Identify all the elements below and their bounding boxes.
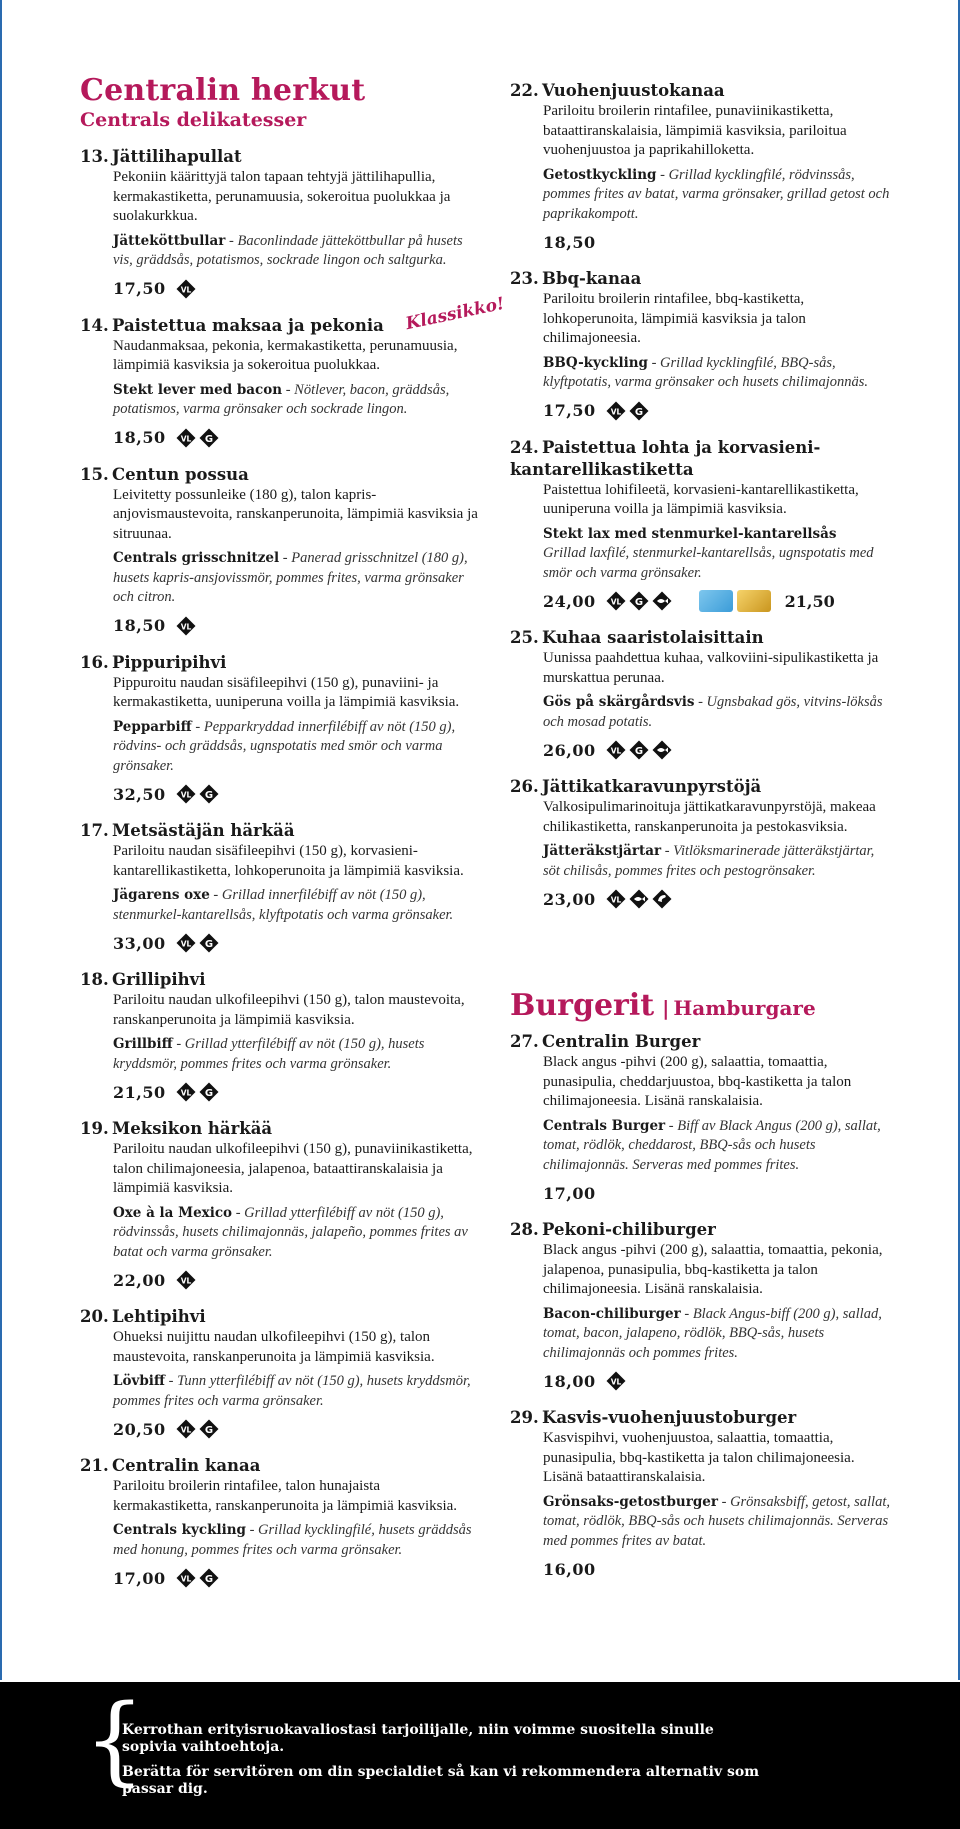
menu-item-name: Lehtipihvi [112,1307,206,1326]
menu-item-title [80,1118,480,1140]
svg-text:VL: VL [180,939,191,949]
menu-item [80,820,480,954]
menu-item [510,776,890,910]
menu-item-number: 15. [80,464,109,484]
menu-item-swedish [543,1493,890,1552]
burger-separator: | [662,996,670,1020]
menu-item-number: 27. [510,1032,539,1051]
svg-text:VL: VL [610,746,621,756]
menu-item-swedish [543,842,890,881]
vl-badge-icon [176,428,196,448]
menu-item-body [113,168,480,300]
menu-item-title [80,1306,480,1328]
price-row [543,231,890,253]
menu-item-swedish [113,1035,480,1074]
svg-text:G: G [634,597,643,608]
menu-item-title [80,820,480,842]
menu-item-description: Pariloitu broilerin rintafilee, talon hunajaista kermakastiketta, ranskanperunoita ja lämpimiä kasviksia. [113,1478,458,1514]
menu-item-swedish-desc: - Black Angus-biff (200 g), sallad, tomat, bacon, jalapeno, rödlök, BBQ-sås, husets chilimajonnäs och pommes frites. [543,1305,882,1361]
price: 26,00 [543,740,596,760]
menu-item-name: Pekoni-chiliburger [542,1220,716,1239]
price-row [543,590,890,612]
menu-item-number: 26. [510,777,539,796]
menu-item-swedish-desc: - Ugnsbakad gös, vitvins-löksås och mosad potatis. [543,694,883,730]
svg-text:VL: VL [180,434,191,443]
menu-item-swedish [113,718,480,777]
menu-item-title [80,464,480,486]
menu-item-swedish-desc: - Grillad innerfilébiff av nöt (150 g), stenmurkel-kantarellsås, klyftpotatis och varma grönsaker. [113,887,454,923]
menu-item-swedish [113,886,480,925]
menu-item-description: Pariloitu broilerin rintafilee, punaviinikastiketta, bataattiranskalaisia, lämpimiä kasviksia, pariloitua vuohenjuustoa ja paprikahilloketta. [543,103,847,158]
price-row [543,400,890,422]
menu-item-swedish-name: Pepparbiff [113,718,192,735]
shrimp-badge-icon [652,889,672,909]
price: 33,00 [113,933,166,953]
menu-item-description: Pariloitu naudan sisäfileepihvi (150 g), korvasieni-kantarellikastiketta, lohkoperunoita ja lämpimiä kasviksia. [113,843,464,879]
menu-item-swedish-name: Lövbiff [113,1373,165,1389]
menu-item-swedish-name: Oxe à la Mexico [113,1204,233,1221]
menu-item-name: Jättilihapullat [112,147,242,166]
menu-item-swedish-name: BBQ-kyckling [543,354,648,371]
menu-item-name: Grillipihvi [112,970,206,989]
gluten-free-badge-icon [629,591,649,611]
menu-item-description: Naudanmaksaa, pekonia, kermakastiketta, perunamuusia, lämpimiä kasviksia ja sokeroitua puolukkaa. [113,337,458,373]
diet-notice-text [122,1722,762,1806]
menu-item-body [113,1140,480,1291]
price-row [543,888,890,910]
svg-text:G: G [204,1088,213,1099]
left-column [80,73,507,1589]
menu-item-body [113,337,480,449]
menu-item-swedish-name: Centrals kyckling [113,1522,246,1538]
menu-item-swedish-desc: - Grillad kycklingfilé, husets gräddsås med honung, pommes frites och varma grönsaker. [113,1522,472,1558]
menu-item-description: Valkosipulimarinoituja jättikatkaravunpyrstöjä, makeaa chilikastiketta, ranskanperunoita ja pestokasviksia. [543,799,876,835]
vl-badge-icon [176,1270,196,1290]
svg-text:G: G [204,1574,213,1585]
menu-item-body [543,290,890,422]
menu-item-name: Centralin Burger [542,1032,701,1051]
price: 16,00 [543,1559,596,1579]
svg-text:G: G [204,1425,213,1436]
vl-badge-icon [176,1568,196,1588]
menu-item-title [80,293,507,337]
svg-text:VL: VL [180,1574,191,1584]
svg-text:VL: VL [180,1425,191,1435]
menu-item-swedish-name: Gös på skärgårdsvis [543,694,695,710]
menu-item-swedish [543,525,890,584]
menu-item-swedish [543,1305,890,1364]
payment-cards-icon [699,590,775,612]
menu-item-title [80,146,480,168]
menu-item-body [113,486,480,637]
menu-item-title [510,776,890,798]
menu-item-title [510,1407,890,1429]
price-row [113,1269,480,1291]
price: 21,50 [113,1082,166,1102]
menu-item-swedish-name: Jätteräkstjärtar [543,843,662,859]
fish-badge-icon [652,591,672,611]
price: 22,00 [113,1270,166,1290]
menu-item-swedish-name: Centrals Burger [543,1117,666,1134]
menu-item-number: 16. [80,652,109,672]
price: 18,50 [113,428,166,447]
menu-item-description: Paistettua lohifileetä, korvasieni-kantarellikastiketta, uuniperuna voilla ja lämpimiä kasviksia. [543,481,859,517]
menu-item-body [113,674,480,806]
menu-item [80,1306,480,1440]
menu-item-swedish-name: Centrals grisschnitzel [113,550,280,566]
menu-item [80,1118,480,1291]
price: 17,50 [113,279,166,298]
brace-icon: { [84,1684,146,1796]
menu-item [80,146,480,300]
svg-text:G: G [634,746,643,757]
menu-item-number: 18. [80,970,109,989]
menu-item-number: 29. [510,1408,539,1427]
svg-text:VL: VL [610,597,621,607]
price: 17,00 [113,1568,166,1588]
menu-item-number: 21. [80,1456,109,1475]
menu-item-title [510,80,890,102]
vl-badge-icon [176,616,196,636]
menu-item-swedish-name: Stekt lax med stenmurkel-kantarellsås [543,525,837,542]
diet-notice-sv: Berätta för servitören om din specialdiet så kan vi rekommendera alternativ som passar dig. [122,1764,760,1797]
menu-item-swedish [543,1117,890,1176]
price: 17,50 [543,401,596,420]
menu-item [510,1407,890,1580]
menu-item-description: Black angus -pihvi (200 g), salaattia, tomaattia, pekonia, jalapenoa, punasipulia, bbq-kastiketta ja talon chilimajoneesia. Lisänä ranskalaisia. [543,1242,883,1297]
vl-badge-icon [176,933,196,953]
menu-item [80,969,480,1103]
menu-item-number: 20. [80,1307,109,1326]
menu-item-swedish-desc: - Biff av Black Angus (200 g), sallat, tomat, rödlök, cheddarost, BBQ-sås och husets chilimajonnäs. Serveras med pommes frites. [543,1117,881,1173]
menu-item-name: Paistettua lohta ja korvasieni-kantarellikastiketta [510,437,821,479]
menu-item [510,80,890,253]
menu-item-body [543,1241,890,1392]
menu-item-swedish-desc: - Grönsaksbiff, getost, sallat, tomat, rödlök, BBQ-sås och husets chilimajonnäs. Serveras med pommes frites av batat. [543,1493,890,1549]
menu-item-title [80,652,480,674]
menu-item-swedish-name: Jägarens oxe [113,887,210,903]
menu-item [510,1031,890,1204]
menu-item-swedish-desc: Grillad laxfilé, stenmurkel-kantarellsås, ugnspotatis med smör och varma grönsaker. [543,545,874,581]
vl-badge-icon [176,784,196,804]
menu-item-description: Pariloitu naudan ulkofileepihvi (150 g), punaviinikastiketta, talon chilimajoneesia, jalapenoa, bataattiranskalaisia ja lämpimiä kasviksia. [113,1141,473,1196]
menu-item-name: Centralin kanaa [112,1456,261,1475]
vl-badge-icon [606,1371,626,1391]
gluten-free-badge-icon [199,1082,219,1102]
fish-badge-icon [629,889,649,909]
gluten-free-badge-icon [199,1419,219,1439]
menu-item-swedish [543,166,890,225]
svg-text:VL: VL [610,895,621,905]
svg-text:VL: VL [610,407,621,416]
fish-badge-icon [652,740,672,760]
price-row [543,1558,890,1580]
menu-item-title [80,969,480,991]
menu-item-title [510,1219,890,1241]
vl-badge-icon [606,591,626,611]
price-row [543,739,890,761]
svg-text:VL: VL [180,285,191,294]
menu-item-swedish-desc: - Panerad grisschnitzel (180 g), husets kapris-ansjovissmör, pommes frites, varma grönsaker och citron. [113,550,468,605]
menu-item-body [543,1429,890,1580]
menu-item-body [543,649,890,761]
right-column [510,80,890,1580]
menu-item-number: 22. [510,81,539,100]
section-heading: Centralin herkut [80,73,366,108]
menu-item-description: Pariloitu broilerin rintafilee, bbq-kastiketta, lohkoperunoita, lämpimiä kasviksia ja talon chilimajoneesia. [543,291,806,346]
gluten-free-badge-icon [629,740,649,760]
price-row [113,427,480,449]
menu-item-description: Leivitetty possunleike (180 g), talon kapris-anjovismaustevoita, ranskanperunoita, lämpimiä kasviksia ja sitruunaa. [113,486,478,542]
vl-badge-icon [176,279,196,299]
menu-item-body [113,1477,480,1589]
vl-badge-icon [606,889,626,909]
price-row [113,278,480,300]
burger-section-title [510,988,890,1023]
gluten-free-badge-icon [199,784,219,804]
menu-item-name: Centun possua [112,464,249,484]
menu-item-swedish-name: Grillbiff [113,1036,173,1052]
card-price: 21,50 [784,591,835,611]
menu-item-swedish-desc: - Baconlindade jätteköttbullar på husets vis, gräddsås, potatismos, sockrade lingon och saltgurka. [113,232,463,268]
menu-item-title [80,1455,480,1477]
menu-item-swedish-name: Bacon-chiliburger [543,1305,681,1322]
gluten-free-badge-icon [199,1568,219,1588]
menu-item-number: 24. [510,437,539,457]
svg-text:VL: VL [610,1377,621,1387]
menu-item-name: Kuhaa saaristolaisittain [542,628,764,647]
classic-note: Klassikko! [404,293,507,334]
svg-text:G: G [204,433,213,445]
price: 24,00 [543,591,596,611]
menu-item [510,627,890,761]
price: 20,50 [113,1419,166,1439]
diet-notice-fi: Kerrothan erityisruokavaliostasi tarjoilijalle, niin voimme suositella sinulle sopivia vaihtoehtoja. [122,1722,714,1755]
price: 18,50 [543,232,596,252]
menu-item-title [510,268,890,290]
menu-item-name: Paistettua maksaa ja pekonia [112,315,384,335]
menu-item-description: Pariloitu naudan ulkofileepihvi (150 g), talon maustevoita, ranskanperunoita ja lämpimiä kasviksia. [113,992,465,1028]
vl-badge-icon [176,1419,196,1439]
menu-item-description: Pekoniin käärittyjä talon tapaan tehtyjä jättilihapullia, kermakastiketta, perunamuusia, sokeroitua puolukkaa ja suolakurkkua. [113,169,451,224]
vl-badge-icon [176,1082,196,1102]
menu-item-name: Jättikatkaravunpyrstöjä [542,777,762,796]
menu-item-swedish-name: Grönsaks-getostburger [543,1493,718,1510]
svg-text:G: G [204,939,213,950]
menu-item-swedish-desc: - Grillad kycklingfilé, rödvinssås, pommes frites av batat, varma grönsaker, grillad getost och paprikakompott. [543,166,890,222]
diet-notice-footer [0,1682,960,1829]
svg-text:VL: VL [180,622,191,631]
gluten-free-badge-icon [199,933,219,953]
price-row [113,1567,480,1589]
menu-item-description: Ohueksi nuijittu naudan ulkofileepihvi (150 g), talon maustevoita, ranskanperunoita ja lämpimiä kasviksia. [113,1329,435,1365]
menu-item-body [113,991,480,1103]
price: 18,00 [543,1371,596,1391]
menu-item-body [543,481,890,613]
menu-item-name: Meksikon härkää [112,1119,273,1138]
menu-item-number: 23. [510,269,539,288]
gluten-free-badge-icon [629,401,649,421]
menu-item-swedish [113,232,480,271]
menu-item-body [543,102,890,253]
svg-text:VL: VL [180,1088,191,1098]
menu-item-number: 28. [510,1220,539,1239]
menu-item-body [543,1053,890,1204]
section-subheading: Centrals delikatesser [80,109,307,131]
menu-list-burgers [510,1031,890,1580]
vl-badge-icon [606,740,626,760]
menu-item-description: Uunissa paahdettua kuhaa, valkoviini-sipulikastiketta ja murskattua perunaa. [543,650,879,686]
menu-item [510,1219,890,1392]
menu-item-swedish-desc: - Grillad ytterfilébiff av nöt (150 g), husets kryddsmör, pommes frites och varma grönsaker. [113,1036,425,1072]
menu-item-name: Bbq-kanaa [542,269,642,288]
burger-subheading: Hamburgare [673,996,816,1020]
vl-badge-icon [606,401,626,421]
svg-text:VL: VL [180,790,191,800]
menu-item [510,268,890,422]
menu-item-swedish-desc: - Vitlöksmarinerade jätteräkstjärtar, söt chilisås, pommes frites och pestogrönsaker. [543,843,875,879]
menu-item-description: Black angus -pihvi (200 g), salaattia, tomaattia, punasipulia, cheddarjuustoa, bbq-kastiketta ja talon chilimajoneesia. Lisänä ranskalaisia. [543,1054,852,1109]
menu-item-body [113,842,480,954]
price-row [113,1081,480,1103]
menu-item-name: Pippuripihvi [112,652,227,672]
menu-item-name: Metsästäjän härkää [112,821,295,840]
menu-item [80,652,480,806]
menu-item-swedish-desc: - Nötlever, bacon, gräddsås, potatismos, varma grönsaker och sockrade lingon. [113,381,450,417]
svg-text:VL: VL [180,1276,191,1286]
svg-text:G: G [204,790,213,801]
menu-item-number: 19. [80,1119,109,1138]
menu-item-swedish [113,381,480,420]
menu-list-right [510,80,890,910]
gluten-free-badge-icon [199,428,219,448]
menu-item-swedish-name: Jätteköttbullar [113,232,226,249]
menu-item [80,293,507,449]
menu-item-number: 17. [80,821,109,840]
menu-item-swedish-desc: - Grillad ytterfilébiff av nöt (150 g), rödvinssås, husets chilimajonnäs, jalapeño, pommes frites av batat och varma grönsaker. [113,1204,468,1260]
menu-item-swedish [543,354,890,393]
menu-item-swedish [113,1372,480,1411]
menu-item-swedish-name: Getostkyckling [543,166,657,183]
menu-item-swedish [543,693,890,732]
menu-item-title [510,437,890,481]
menu-item-description: Kasvispihvi, vuohenjuustoa, salaattia, tomaattia, punasipulia, bbq-kastiketta ja talon chilimajoneesia. Lisänä bataattiranskalaisia. [543,1430,855,1485]
menu-item-body [543,798,890,910]
price-row [543,1370,890,1392]
price-row [113,783,480,805]
menu-item-number: 13. [80,147,109,166]
menu-item-swedish [113,549,480,608]
menu-item-name: Vuohenjuustokanaa [542,81,725,100]
price: 32,50 [113,784,166,804]
menu-item-description: Pippuroitu naudan sisäfileepihvi (150 g), punaviini- ja kermakastiketta, uuniperuna voilla ja lämpimiä kasviksia. [113,674,460,710]
menu-item-title [510,627,890,649]
price-row [543,1182,890,1204]
menu-item-swedish-desc: - Grillad kycklingfilé, BBQ-sås, klyftpotatis, varma grönsaker och husets chilimajonnäs. [543,354,869,390]
menu-item [80,1455,480,1589]
left-edge-bar [0,0,2,1680]
price: 23,00 [543,889,596,909]
menu-item-swedish-desc: - Tunn ytterfilébiff av nöt (150 g), husets kryddsmör, pommes frites och varma grönsaker. [113,1373,471,1409]
price: 17,00 [543,1183,596,1203]
price-row [113,615,480,637]
menu-item-number: 14. [80,315,109,335]
svg-text:G: G [634,406,643,418]
menu-item-name: Kasvis-vuohenjuustoburger [542,1408,797,1427]
menu-item [510,437,890,613]
menu-item-swedish [113,1204,480,1263]
menu-item-title [510,1031,890,1053]
menu-list-left [80,146,507,1589]
menu-item-body [113,1328,480,1440]
burger-heading: Burgerit [510,988,655,1023]
menu-item [80,464,480,637]
price: 18,50 [113,616,166,635]
price-row [113,1418,480,1440]
price-row [113,932,480,954]
menu-item-swedish-name: Stekt lever med bacon [113,381,283,398]
menu-item-swedish [113,1521,480,1560]
menu-item-swedish-desc: - Pepparkryddad innerfilébiff av nöt (150 g), rödvins- och gräddsås, ugnspotatis med smör och varma grönsaker. [113,718,456,774]
menu-item-number: 25. [510,628,539,647]
